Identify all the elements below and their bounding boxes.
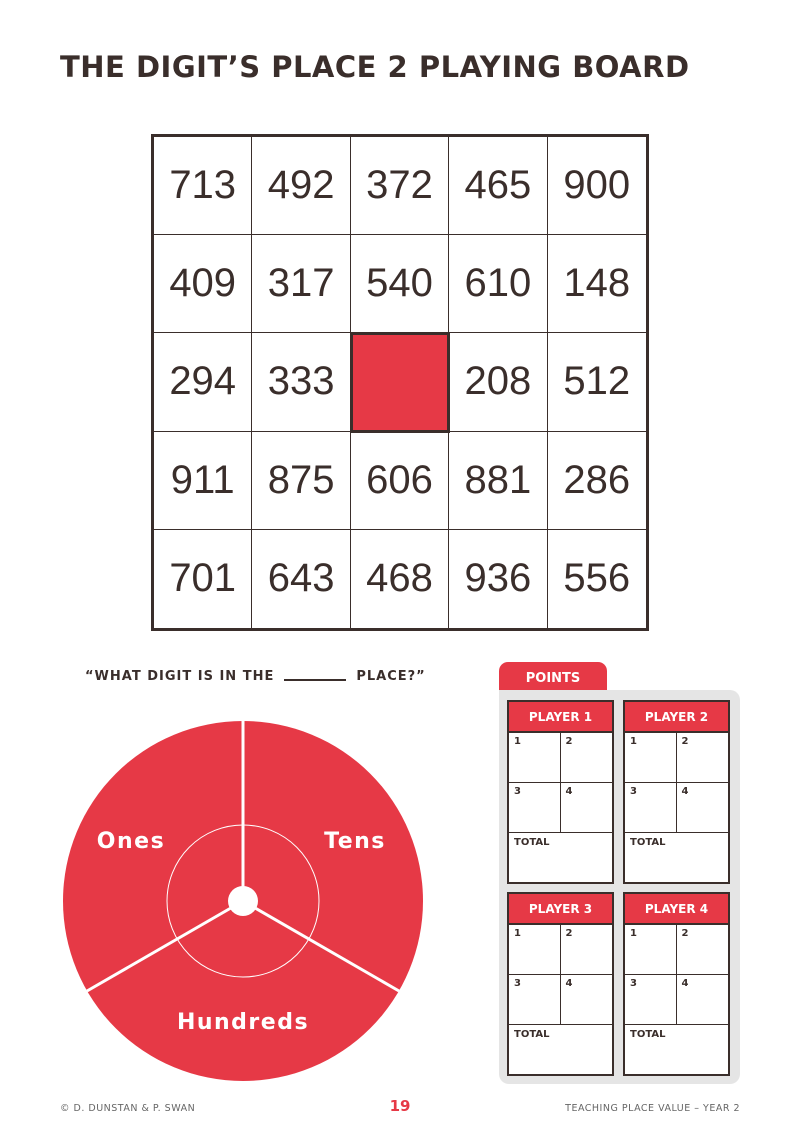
footer-authors: © D. DUNSTAN & P. SWAN	[60, 1103, 196, 1114]
score-box[interactable]: 2	[561, 733, 613, 783]
board-cell[interactable]: 465	[449, 137, 547, 235]
board-cell[interactable]: 936	[449, 530, 547, 628]
board-cell[interactable]: 610	[449, 235, 547, 333]
board-cell[interactable]: 875	[252, 432, 350, 530]
board-cell[interactable]: 911	[154, 432, 252, 530]
board-cell[interactable]: 294	[154, 333, 252, 431]
score-box[interactable]: 1	[625, 733, 677, 783]
board-cell[interactable]: 556	[563, 556, 631, 601]
score-box[interactable]: 4	[677, 783, 729, 833]
page-number: 19	[389, 1097, 411, 1115]
player-name: PLAYER 4	[625, 894, 728, 925]
player-name: PLAYER 1	[509, 702, 612, 733]
score-box[interactable]: 3	[509, 783, 561, 833]
player-card-4	[623, 892, 730, 1076]
board-cell[interactable]: 701	[154, 530, 252, 628]
score-box[interactable]: 1	[509, 733, 561, 783]
player-name: PLAYER 2	[625, 702, 728, 733]
spinner-hub	[228, 886, 258, 916]
board-cell[interactable]: 317	[252, 235, 350, 333]
board-cell[interactable]: 512	[548, 333, 646, 431]
score-box[interactable]: 2	[677, 733, 729, 783]
question-prompt	[85, 669, 426, 684]
player-card-2	[623, 700, 730, 884]
score-box[interactable]: 3	[625, 975, 677, 1025]
points-tab: POINTS	[499, 662, 607, 694]
total-box[interactable]: TOTAL	[514, 837, 550, 848]
total-box[interactable]: TOTAL	[630, 1029, 666, 1040]
score-box[interactable]: 1	[625, 925, 677, 975]
score-box[interactable]: 1	[509, 925, 561, 975]
player-card-3	[507, 892, 614, 1076]
board-cell[interactable]: 643	[252, 530, 350, 628]
place-value-spinner	[60, 718, 426, 1084]
board-cell[interactable]: 468	[351, 530, 449, 628]
board-cell-blank[interactable]	[351, 333, 449, 431]
score-box[interactable]: 4	[561, 783, 613, 833]
question-suffix: PLACE?”	[356, 669, 426, 684]
spinner-label-ones: Ones	[96, 829, 166, 854]
score-box[interactable]: 4	[677, 975, 729, 1025]
score-box[interactable]: 4	[561, 975, 613, 1025]
board-cell[interactable]: 372	[351, 137, 449, 235]
board-cell[interactable]: 333	[252, 333, 350, 431]
playing-board	[151, 134, 649, 631]
total-box[interactable]: TOTAL	[514, 1029, 550, 1040]
footer-book-title: TEACHING PLACE VALUE – YEAR 2	[565, 1103, 740, 1114]
score-box[interactable]: 3	[509, 975, 561, 1025]
board-cell[interactable]: 881	[449, 432, 547, 530]
board-cell[interactable]: 208	[449, 333, 547, 431]
score-box[interactable]: 3	[625, 783, 677, 833]
board-cell[interactable]: 713	[154, 137, 252, 235]
board-cell[interactable]: 409	[154, 235, 252, 333]
points-panel	[499, 690, 740, 1084]
board-cell[interactable]: 286	[548, 432, 646, 530]
board-cell[interactable]: 606	[351, 432, 449, 530]
player-card-1	[507, 700, 614, 884]
question-blank	[284, 679, 346, 681]
board-cell[interactable]: 148	[548, 235, 646, 333]
spinner-label-hundreds: Hundreds	[176, 1010, 310, 1035]
player-name: PLAYER 3	[509, 894, 612, 925]
question-prefix: “WHAT DIGIT IS IN THE	[85, 669, 275, 684]
board-cell[interactable]: 492	[252, 137, 350, 235]
spinner-label-tens: Tens	[324, 829, 386, 854]
board-cell[interactable]: 900	[548, 137, 646, 235]
page-title: THE DIGIT’S PLACE 2 PLAYING BOARD	[60, 50, 690, 84]
score-box[interactable]: 2	[561, 925, 613, 975]
score-box[interactable]: 2	[677, 925, 729, 975]
board-cell[interactable]: 540	[351, 235, 449, 333]
total-box[interactable]: TOTAL	[630, 837, 666, 848]
